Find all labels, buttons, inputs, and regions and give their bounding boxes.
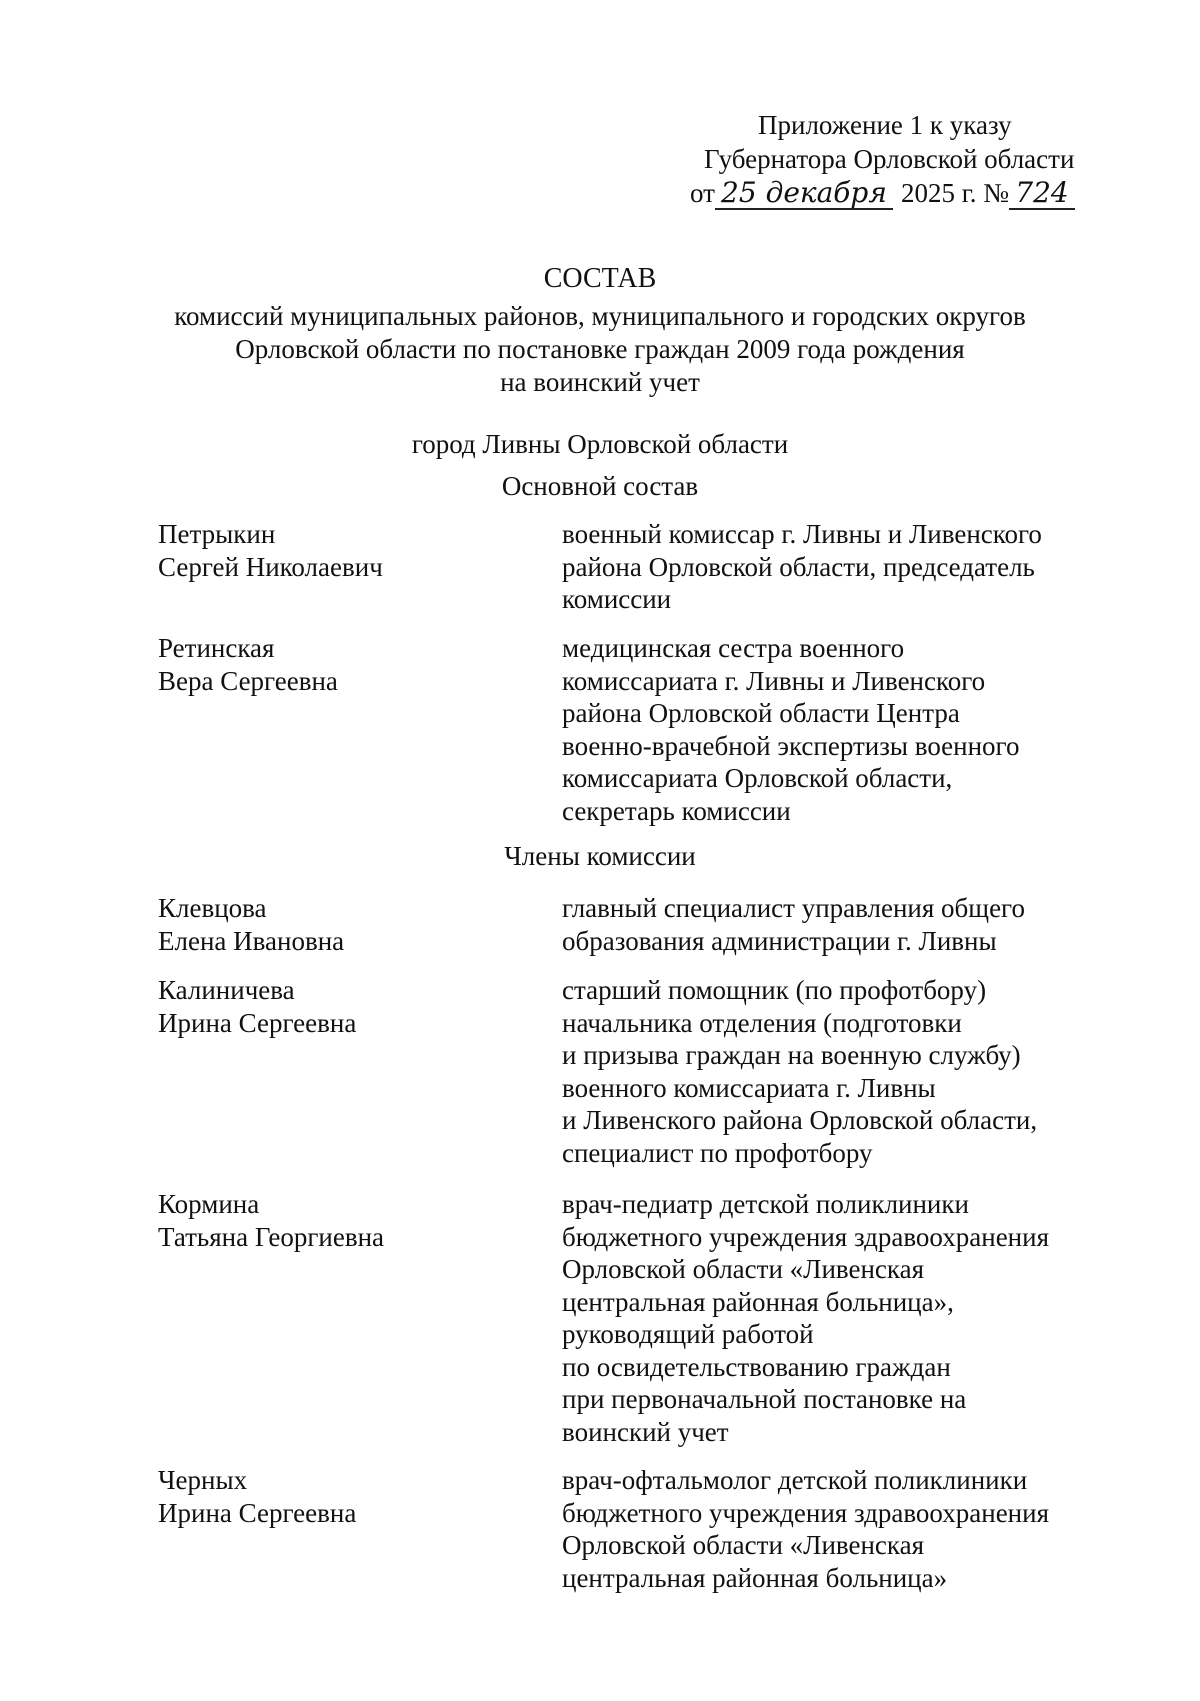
member-role bbox=[562, 632, 1122, 827]
role-line: и призыва граждан на военную службу) bbox=[562, 1040, 1021, 1070]
role-line: и Ливенского района Орловской области, bbox=[562, 1105, 1038, 1135]
role-line: бюджетного учреждения здравоохранения bbox=[562, 1221, 1049, 1252]
surname: Кормина bbox=[158, 1189, 260, 1219]
member-name bbox=[158, 1464, 538, 1529]
role-line: руководящий работой bbox=[562, 1319, 814, 1349]
member-role bbox=[562, 1188, 1122, 1448]
surname: Черных bbox=[158, 1465, 248, 1495]
role-line: специалист по профотбору bbox=[562, 1137, 873, 1168]
given-names: Сергей Николаевич bbox=[158, 551, 383, 582]
role-line: бюджетного учреждения здравоохранения bbox=[562, 1497, 1049, 1528]
role-line: главный специалист управления общего bbox=[562, 893, 1025, 923]
given-names: Ирина Сергеевна bbox=[158, 1007, 357, 1038]
member-name bbox=[158, 1188, 538, 1253]
role-line: центральная районная больница» bbox=[562, 1562, 948, 1593]
subtitle-line: на воинский учет bbox=[500, 367, 700, 397]
governor-line: Губернатора Орловской области bbox=[704, 144, 1075, 174]
section-members: Члены комиссии bbox=[504, 841, 696, 871]
document-title: СОСТАВ bbox=[543, 263, 657, 294]
role-line: центральная районная больница», bbox=[562, 1286, 954, 1317]
date-prefix: от bbox=[690, 178, 715, 208]
member-name bbox=[158, 632, 538, 697]
role-line: образования администрации г. Ливны bbox=[562, 925, 997, 956]
subtitle-line: Орловской области по постановке граждан 2009 года рождения bbox=[235, 334, 965, 364]
year-label: 2025 г. № bbox=[900, 178, 1009, 208]
role-line: медицинская сестра военного bbox=[562, 633, 905, 663]
role-line: военно-врачебной экспертизы военного bbox=[562, 730, 1020, 761]
handwritten-number: 724 bbox=[1009, 178, 1075, 210]
subtitle-line: комиссий муниципальных районов, муниципального и городских округов bbox=[174, 301, 1026, 331]
handwritten-date: 25 декабря bbox=[715, 178, 893, 210]
role-line: врач-офтальмолог детской поликлиники bbox=[562, 1465, 1028, 1495]
role-line: старший помощник (по профотбору) bbox=[562, 975, 987, 1005]
role-line: по освидетельствованию граждан bbox=[562, 1351, 951, 1382]
member-role bbox=[562, 892, 1122, 957]
role-line: военный комиссар г. Ливны и Ливенского bbox=[562, 519, 1042, 549]
surname: Ретинская bbox=[158, 633, 275, 663]
role-line: врач-педиатр детской поликлиники bbox=[562, 1189, 969, 1219]
appendix-line: Приложение 1 к указу bbox=[758, 110, 1012, 140]
member-role bbox=[562, 974, 1122, 1169]
date-number-line bbox=[690, 176, 1110, 210]
role-line: комиссариата Орловской области, bbox=[562, 763, 953, 793]
role-line: военного комиссариата г. Ливны bbox=[562, 1072, 936, 1103]
role-line: района Орловской области Центра bbox=[562, 698, 960, 728]
section-main: Основной состав bbox=[501, 471, 699, 501]
role-line: района Орловской области, председатель bbox=[562, 551, 1035, 582]
appendix-header bbox=[690, 108, 1110, 210]
member-name bbox=[158, 892, 538, 957]
given-names: Вера Сергеевна bbox=[158, 665, 338, 696]
role-line: начальника отделения (подготовки bbox=[562, 1007, 962, 1038]
member-name bbox=[158, 974, 538, 1039]
role-line: Орловской области «Ливенская bbox=[562, 1530, 925, 1560]
given-names: Елена Ивановна bbox=[158, 925, 345, 956]
role-line: Орловской области «Ливенская bbox=[562, 1254, 925, 1284]
role-line: секретарь комиссии bbox=[562, 795, 791, 826]
member-role bbox=[562, 1464, 1122, 1594]
role-line: комиссариата г. Ливны и Ливенского bbox=[562, 665, 986, 696]
surname: Петрыкин bbox=[158, 519, 276, 549]
member-name bbox=[158, 518, 538, 583]
document-subtitle bbox=[0, 300, 1200, 399]
role-line: комиссии bbox=[562, 584, 672, 614]
given-names: Ирина Сергеевна bbox=[158, 1497, 357, 1528]
member-role bbox=[562, 518, 1122, 616]
role-line: при первоначальной постановке на bbox=[562, 1384, 967, 1414]
city-heading: город Ливны Орловской области bbox=[411, 429, 789, 459]
surname: Клевцова bbox=[158, 893, 267, 923]
given-names: Татьяна Георгиевна bbox=[158, 1221, 385, 1252]
surname: Калиничева bbox=[158, 975, 295, 1005]
role-line: воинский учет bbox=[562, 1416, 729, 1447]
